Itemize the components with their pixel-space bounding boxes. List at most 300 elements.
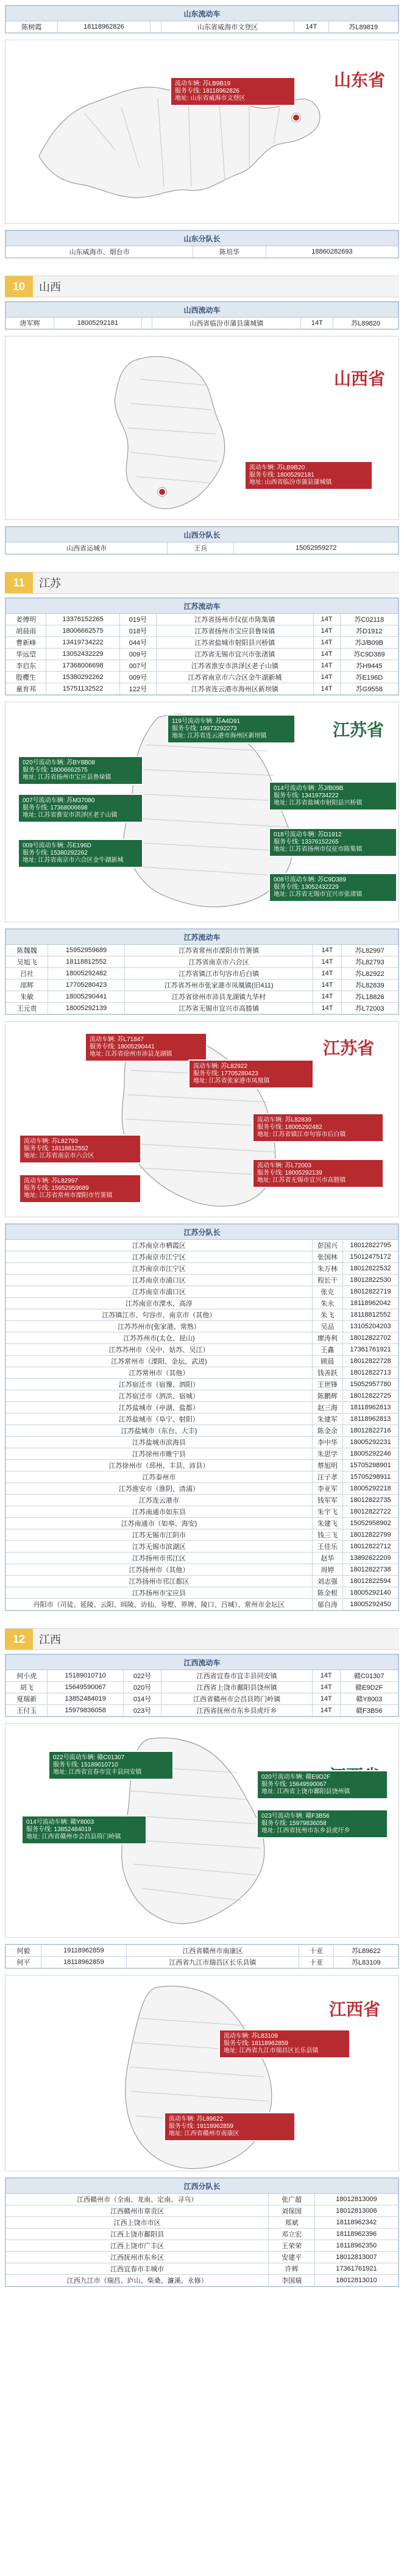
callout-line: 地址: 江苏省常州市溧阳市竹箦镇 xyxy=(24,1192,113,1199)
map-pin xyxy=(292,113,300,122)
table-row xyxy=(6,1321,399,1332)
cell-name: 陈鹏辉 xyxy=(312,1390,342,1402)
cell-phone: 18012822799 xyxy=(342,1529,398,1541)
table-row xyxy=(6,2263,399,2275)
jiangsu-patrol2-card xyxy=(5,928,399,1015)
cell-area: 江苏南通市（如皋、海安) xyxy=(6,1518,313,1529)
table-row xyxy=(6,2240,399,2252)
callout-line: 020号流动车辆: 苏BY8B08 xyxy=(23,760,95,766)
cell-phone: 15705298901 xyxy=(342,1460,398,1471)
map-callout xyxy=(164,2112,296,2141)
callout-line: 023号流动车辆: 赣F3B56 xyxy=(261,1813,330,1820)
section-name: 江苏 xyxy=(39,577,61,589)
cell-name: 许辉 xyxy=(269,2263,314,2275)
table-row xyxy=(6,956,399,968)
cell-name: 童育邦 xyxy=(6,683,46,695)
cell-name: 胡晨雨 xyxy=(6,625,46,637)
cell-area: 江苏省苏州市张家港市凤凰镇(旧411) xyxy=(124,980,313,991)
province-title: 山东省 xyxy=(333,71,385,90)
callout-line: 地址: 江苏省淮安市洪泽区老子山镇 xyxy=(23,812,118,819)
cell-phone: 18005290441 xyxy=(48,991,125,1003)
table-row xyxy=(6,543,399,554)
cell-area: 江苏省常州市溧阳市竹箦镇 xyxy=(124,945,313,956)
table-row xyxy=(6,1263,399,1275)
cell-plate: 苏D1912 xyxy=(340,625,398,637)
cell-code xyxy=(141,318,152,329)
cell-plate: 苏H9445 xyxy=(340,660,398,672)
table-row xyxy=(6,1003,399,1014)
callout-line: 服务专线: 18005290441 xyxy=(90,1044,155,1050)
table-row xyxy=(6,1298,399,1309)
table-row xyxy=(6,1390,399,1402)
table-row xyxy=(6,1460,399,1471)
cell-phone: 18012822795 xyxy=(342,1240,398,1251)
cell-code: 009号 xyxy=(119,672,157,683)
callout-line: 014号流动车辆: 苏J/B09B xyxy=(274,785,344,792)
callout-line: 服务专线: 13852484019 xyxy=(26,1826,91,1833)
table-row xyxy=(6,1379,399,1390)
cell-area: 江苏省淮安市洪泽区老子山镇 xyxy=(157,660,313,672)
map-callout xyxy=(219,2029,350,2058)
jiangxi-map-2 xyxy=(5,1975,399,2171)
table-row xyxy=(6,1670,399,1682)
cell-plate: 苏L82922 xyxy=(341,968,398,980)
cell-area: 江苏苏州市(张家港、常熟） xyxy=(6,1321,313,1332)
callout-line: 014号流动车辆: 赣Y8003 xyxy=(26,1819,94,1826)
callout-line: 地址: 江西省九江市瑞昌区长乐县镇 xyxy=(224,2048,319,2054)
cell-name: 陈魏魏 xyxy=(6,945,48,956)
cell-plate: 苏L18826 xyxy=(341,991,398,1003)
table-row xyxy=(6,637,399,649)
callout-line: 服务专线: 18118812552 xyxy=(24,1145,88,1152)
callout-line: 服务专线: 17368006698 xyxy=(23,805,88,811)
section-number: 10 xyxy=(5,276,33,297)
cell-name: 李启东 xyxy=(6,660,46,672)
cell-capacity: 十亚 xyxy=(299,1945,334,1957)
cell-phone: 15012475172 xyxy=(342,1251,398,1263)
map-callout xyxy=(19,1174,141,1203)
cell-name: 吴品 xyxy=(312,1321,342,1332)
table-row xyxy=(6,1286,399,1298)
cell-name: 钱三飞 xyxy=(312,1529,342,1541)
table-row xyxy=(6,2275,399,2286)
cell-area: 江苏南通市如东县 xyxy=(6,1506,313,1518)
cell-plate: 赣F3B56 xyxy=(340,1705,398,1717)
map-callout xyxy=(269,873,397,902)
cell-capacity: 14T xyxy=(313,660,340,672)
cell-name: 曹新峰 xyxy=(6,637,46,649)
callout-line: 服务专线: 18005292139 xyxy=(257,1170,322,1176)
cell-area: 江苏扬州市宝应县 xyxy=(6,1587,313,1599)
shanxi-branch-table xyxy=(5,527,399,554)
callout-line: 地址: 江苏省张家港市凤凰镇 xyxy=(193,1078,270,1084)
callout-line: 流动车辆: 苏L72003 xyxy=(257,1162,311,1169)
cell-plate: 苏L82793 xyxy=(341,956,398,968)
cell-phone: 18118812552 xyxy=(342,1309,398,1321)
callout-line: 服务专线: 18005292181 xyxy=(249,472,314,479)
cell-area: 江苏盐城市（亭湖、盐都） xyxy=(6,1402,313,1414)
cell-phone: 15189010710 xyxy=(48,1670,123,1682)
shanxi-patrol-card xyxy=(5,301,399,330)
cell-phone: 18005292231 xyxy=(342,1437,398,1448)
cell-code: 009号 xyxy=(119,649,157,660)
table-row xyxy=(6,1529,399,1541)
table-row xyxy=(6,1448,399,1460)
cell-name: 吴旭飞 xyxy=(6,956,48,968)
map-callout xyxy=(257,1809,388,1838)
callout-line: 地址: 江苏省南京市六合区 xyxy=(24,1153,94,1159)
cell-phone: 13105204203 xyxy=(342,1321,398,1332)
cell-area: 江苏省连云港市海州区新坝镇 xyxy=(157,683,313,695)
cell-phone: 13892622209 xyxy=(342,1553,398,1564)
jiangsu-patrol-table xyxy=(5,598,399,695)
cell-phone: 19118962859 xyxy=(41,1945,126,1957)
cell-name: 王兵 xyxy=(167,543,234,554)
table-row xyxy=(6,1240,399,1251)
table-row xyxy=(6,1425,399,1437)
cell-name: 夏瑞新 xyxy=(6,1693,48,1705)
callout-line: 服务专线: 19118962859 xyxy=(169,2123,233,2130)
cell-plate: 苏L82839 xyxy=(341,980,398,991)
cell-capacity: 14T xyxy=(313,991,341,1003)
cell-plate: 苏L89820 xyxy=(333,318,399,329)
cell-phone: 18012813009 xyxy=(314,2194,398,2205)
callout-line: 流动车辆: 苏L71847 xyxy=(90,1036,144,1043)
shandong-patrol-title: 山东流动车 xyxy=(6,6,399,21)
callout-line: 服务专线: 17705280423 xyxy=(193,1070,258,1077)
section-head-jiangxi xyxy=(0,1622,404,1650)
cell-capacity: 14T xyxy=(312,1693,340,1705)
callout-line: 服务专线: 15649590067 xyxy=(261,1781,327,1788)
cell-phone: 18012822712 xyxy=(342,1541,398,1553)
patrol2-rows xyxy=(6,1945,399,1968)
map-callout xyxy=(188,1059,314,1089)
cell-name: 顾晨 xyxy=(312,1356,342,1367)
cell-phone: 18005292218 xyxy=(342,1483,398,1495)
cell-phone: 17368006698 xyxy=(46,660,119,672)
callout-line: 服务专线: 13419734222 xyxy=(274,792,339,799)
cell-capacity: 14T xyxy=(301,318,333,329)
cell-name: 张国林 xyxy=(312,1251,342,1263)
cell-name: 钱善跃 xyxy=(312,1367,342,1379)
cell-name: 赵华 xyxy=(312,1553,342,1564)
cell-area: 江苏常州市（溧阳、金坛、武进) xyxy=(6,1356,313,1367)
cell-capacity: 14T xyxy=(313,980,341,991)
table-row xyxy=(6,614,399,625)
table-row xyxy=(6,1367,399,1379)
table-row xyxy=(6,1945,399,1957)
map-callout xyxy=(170,77,296,106)
cell-area: 江苏泰州市 xyxy=(6,1471,313,1483)
cell-plate: 苏L82997 xyxy=(341,945,398,956)
cell-name: 廖涛利 xyxy=(312,1332,342,1344)
cell-phone: 18118962396 xyxy=(314,2229,398,2240)
callout-line: 服务专线: 15952959689 xyxy=(24,1185,89,1192)
cell-name: 王付玉 xyxy=(6,1705,48,1717)
callout-line: 地址: 江苏省扬州市宝应县鲁垛镇 xyxy=(23,774,112,781)
cell-plate: 苏L89622 xyxy=(334,1945,399,1957)
cell-name: 殷樱生 xyxy=(6,672,46,683)
cell-name: 周婷 xyxy=(312,1564,342,1576)
cell-name: 张广超 xyxy=(269,2194,314,2205)
table-row xyxy=(6,683,399,695)
shandong-map xyxy=(5,40,399,224)
callout-line: 服务专线: 18118962859 xyxy=(224,2040,288,2047)
cell-phone: 15380292262 xyxy=(46,672,119,683)
branch-rows xyxy=(6,2194,399,2286)
cell-phone: 18860282693 xyxy=(266,246,398,258)
cell-phone: 17361761921 xyxy=(314,2263,398,2275)
cell-area: 江苏宿迁市（泗洪、宿城） xyxy=(6,1390,313,1402)
callout-line: 服务专线: 15979836058 xyxy=(261,1820,327,1827)
cell-name: 邓立宏 xyxy=(269,2229,314,2240)
shandong-patrol-card xyxy=(5,5,399,34)
cell-code: 044号 xyxy=(119,637,157,649)
cell-phone: 18012813006 xyxy=(314,2205,398,2217)
shandong-branch-table xyxy=(5,230,399,258)
cell-phone: 18005292139 xyxy=(48,1003,125,1014)
jiangxi-patrol-table xyxy=(5,1654,399,1717)
cell-code: 018号 xyxy=(119,625,157,637)
shanxi-patrol-table xyxy=(5,302,399,329)
cell-plate: 赣Y8003 xyxy=(340,1693,398,1705)
table-row xyxy=(6,1541,399,1553)
table-row xyxy=(6,1957,399,1968)
cell-phone: 18012822532 xyxy=(342,1263,398,1275)
callout-line: 服务专线: 13376152265 xyxy=(274,839,339,845)
table-row xyxy=(6,1402,399,1414)
table-row xyxy=(6,1693,399,1705)
jiangsu-patrol2-table xyxy=(5,929,399,1014)
section-name: 山西 xyxy=(39,281,61,293)
table-row xyxy=(6,660,399,672)
cell-area: 江苏盐城市（东台、大丰) xyxy=(6,1425,313,1437)
table-row xyxy=(6,1553,399,1564)
callout-line: 流动车辆: 苏L82793 xyxy=(24,1138,78,1145)
section-name: 江西 xyxy=(39,1634,61,1646)
cell-name: 王元贵 xyxy=(6,1003,48,1014)
callout-line: 020号流动车辆: 赣E9D2F xyxy=(261,1774,331,1781)
jiangxi-patrol2-table xyxy=(5,1944,399,1968)
branch-title: 山东分队长 xyxy=(6,231,399,246)
cell-phone: 18005292140 xyxy=(342,1587,398,1599)
cell-area: 江苏宿迁市（宿豫、泗阳） xyxy=(6,1379,313,1390)
cell-area: 丹阳市（司徒、延陵、云阳、珥陵、访仙、导墅、界牌、陵口、吕城）、常州市金坛区 xyxy=(6,1599,313,1610)
cell-plate: 苏L72003 xyxy=(341,1003,398,1014)
callout-line: 地址: 山东省威海市文登区 xyxy=(175,95,246,102)
table-row xyxy=(6,1483,399,1495)
jiangxi-branch-card xyxy=(5,2177,399,2287)
cell-phone: 15952959689 xyxy=(48,945,125,956)
callout-line: 服务专线: 19973292273 xyxy=(172,725,237,732)
callout-line: 地址: 江苏省徐州市沛县龙湖镇 xyxy=(90,1051,172,1058)
callout-line: 地址: 江苏省南京市六合区金牛湖新城 xyxy=(23,857,124,864)
callout-line: 地址: 江西省上饶市鄱阳县饶州镇 xyxy=(261,1788,350,1795)
cell-name: 彭国兴 xyxy=(312,1240,342,1251)
cell-phone: 15979836058 xyxy=(48,1705,123,1717)
table-row xyxy=(6,1332,399,1344)
cell-code: 007号 xyxy=(119,660,157,672)
cell-code xyxy=(151,21,161,33)
cell-area: 山东省威海市文登区 xyxy=(161,21,294,33)
province-title: 江西省 xyxy=(328,2000,380,2019)
cell-name: 朱建军 xyxy=(312,1414,342,1425)
cell-area: 江苏省镇江市句容市后白镇 xyxy=(124,968,313,980)
cell-plate: 苏G9558 xyxy=(340,683,398,695)
jiangsu-patrol-card xyxy=(5,597,399,696)
cell-phone: 13852484019 xyxy=(48,1693,123,1705)
cell-capacity: 14T xyxy=(313,614,340,625)
cell-area: 江西上饶市鄱阳县 xyxy=(6,2229,269,2240)
cell-name: 汪子孝 xyxy=(312,1471,342,1483)
cell-phone: 18005292246 xyxy=(342,1448,398,1460)
callout-line: 服务专线: 15189010710 xyxy=(53,1762,118,1768)
map-callout xyxy=(19,1134,141,1164)
cell-name: 王佳乐 xyxy=(312,1541,342,1553)
table-row xyxy=(6,1506,399,1518)
cell-capacity: 14T xyxy=(313,683,340,695)
cell-capacity: 14T xyxy=(313,968,341,980)
cell-code: 122号 xyxy=(119,683,157,695)
cell-name: 安建平 xyxy=(269,2252,314,2263)
cell-name: 朱思学 xyxy=(312,1448,342,1460)
shanxi-branch-card xyxy=(5,526,399,555)
cell-name: 朱宇飞 xyxy=(312,1506,342,1518)
cell-capacity: 14T xyxy=(313,672,340,683)
cell-capacity: 14T xyxy=(312,1705,340,1717)
cell-phone: 18005292482 xyxy=(48,968,125,980)
table-row xyxy=(6,1705,399,1717)
map-callout xyxy=(85,1033,207,1062)
cell-area: 江苏扬州市（其他） xyxy=(6,1564,313,1576)
callout-line: 018号流动车辆: 苏D1912 xyxy=(274,831,342,838)
cell-code: 020号 xyxy=(123,1682,161,1693)
map-callout xyxy=(269,781,397,811)
cell-area: 江西上饶市广丰区 xyxy=(6,2240,269,2252)
cell-area: 江苏淮安市（淮阴、清浦） xyxy=(6,1483,313,1495)
table-row xyxy=(6,21,399,33)
cell-plate: 苏C9D389 xyxy=(340,649,398,660)
cell-phone: 15751132522 xyxy=(46,683,119,695)
cell-phone: 18012822728 xyxy=(342,1356,398,1367)
table-row xyxy=(6,1564,399,1576)
cell-phone: 18012822735 xyxy=(342,1495,398,1506)
cell-name: 邵辉 xyxy=(6,980,48,991)
patrol-rows xyxy=(6,1670,399,1717)
cell-area: 江苏盐城市滨海县 xyxy=(6,1437,313,1448)
callout-line: 流动车辆: 苏L82997 xyxy=(24,1178,78,1184)
callout-line: 流动车辆: 苏L83109 xyxy=(224,2033,278,2040)
cell-phone: 18012813010 xyxy=(314,2275,398,2286)
map-callout xyxy=(257,1770,388,1799)
callout-line: 地址: 江苏省镇江市句容市后白镇 xyxy=(257,1131,346,1138)
cell-code: 022号 xyxy=(123,1670,161,1682)
table-row xyxy=(6,246,399,258)
shanxi-map xyxy=(5,336,399,520)
cell-phone: 15052959272 xyxy=(234,543,399,554)
cell-phone: 18012822722 xyxy=(342,1506,398,1518)
table-row xyxy=(6,2252,399,2263)
cell-name: 唐军辉 xyxy=(6,318,54,329)
cell-phone: 18012822530 xyxy=(342,1275,398,1286)
cell-area: 江苏省扬州市仪征市陈集镇 xyxy=(157,614,313,625)
cell-area: 江苏无锡市滨湖区 xyxy=(6,1541,313,1553)
table-row xyxy=(6,980,399,991)
map-callout xyxy=(252,1159,384,1188)
cell-capacity: 14T xyxy=(312,1682,340,1693)
cell-area: 江西省九江市瑞昌区长乐县镇 xyxy=(127,1957,299,1968)
cell-name: 朱建飞 xyxy=(312,1518,342,1529)
cell-area: 江西赣州市（全南、龙南、定南、寻乌） xyxy=(6,2194,269,2205)
cell-phone: 18118962813 xyxy=(342,1414,398,1425)
cell-phone: 17705280423 xyxy=(48,980,125,991)
cell-capacity: 14T xyxy=(313,956,341,968)
cell-name: 何毅 xyxy=(6,1945,41,1957)
patrol2-rows xyxy=(6,945,399,1014)
table-row xyxy=(6,2205,399,2217)
cell-area: 江苏南京市溧水、高淳 xyxy=(6,1298,313,1309)
cell-name: 王世锋 xyxy=(312,1379,342,1390)
table-row xyxy=(6,1414,399,1425)
cell-area: 江苏盐城市（阜宁、射阳） xyxy=(6,1414,313,1425)
table-row xyxy=(6,1309,399,1321)
cell-phone: 13052432229 xyxy=(46,649,119,660)
cell-phone: 18118962350 xyxy=(314,2240,398,2252)
cell-phone: 18012813007 xyxy=(314,2252,398,2263)
cell-area: 江苏省徐州市沛县龙湖镇九华村 xyxy=(124,991,313,1003)
cell-phone: 18118812552 xyxy=(48,956,125,968)
cell-area: 江西上饶市市区 xyxy=(6,2217,269,2229)
cell-capacity: 14T xyxy=(313,649,340,660)
section-head-jiangsu xyxy=(0,566,404,594)
cell-phone: 18012822716 xyxy=(342,1425,398,1437)
callout-line: 地址: 江苏省无锡市宜兴市张渚镇 xyxy=(274,891,363,898)
table-row xyxy=(6,968,399,980)
cell-name: 王鑫 xyxy=(312,1344,342,1356)
table-row xyxy=(6,1587,399,1599)
patrol-title: 江西流动车 xyxy=(6,1655,399,1670)
table-row xyxy=(6,649,399,660)
table-row xyxy=(6,1471,399,1483)
callout-line: 服务专线: 18118962826 xyxy=(175,88,239,94)
callout-line: 地址: 江西省赣州市会昌县筠门岭镇 xyxy=(26,1834,121,1840)
branch-title: 江西分队长 xyxy=(6,2179,399,2194)
table-row xyxy=(6,1599,399,1610)
cell-area: 江苏南京市江宁区 xyxy=(6,1263,313,1275)
table-row xyxy=(6,2217,399,2229)
shanxi-map-svg xyxy=(5,336,399,519)
patrol-title: 江苏流动车 xyxy=(6,930,399,945)
table-row xyxy=(6,1344,399,1356)
cell-area: 江苏扬州市邗江区 xyxy=(6,1553,313,1564)
callout-line: 009号流动车辆: 苏E196D xyxy=(23,842,91,849)
jiangxi-patrol-card xyxy=(5,1654,399,1717)
cell-plate: 苏C02118 xyxy=(340,614,398,625)
cell-name: 郑斌 xyxy=(269,2217,314,2229)
jiangsu-branch-card xyxy=(5,1223,399,1611)
table-row xyxy=(6,1251,399,1263)
cell-capacity: 14T xyxy=(313,637,340,649)
callout-line: 流动车辆: 苏LB9B19 xyxy=(175,80,231,87)
section-number: 12 xyxy=(5,1629,33,1649)
cell-area: 江苏无锡市江阴市 xyxy=(6,1529,313,1541)
cell-area: 江苏省无锡市宜兴市张渚镇 xyxy=(157,649,313,660)
callout-line: 服务专线: 15380292262 xyxy=(23,850,88,856)
table-row xyxy=(6,625,399,637)
callout-line: 地址: 江苏省扬州市仪征市陈集镇 xyxy=(274,846,363,853)
cell-area: 江苏连云港市 xyxy=(6,1495,313,1506)
cell-code: 023号 xyxy=(123,1705,161,1717)
